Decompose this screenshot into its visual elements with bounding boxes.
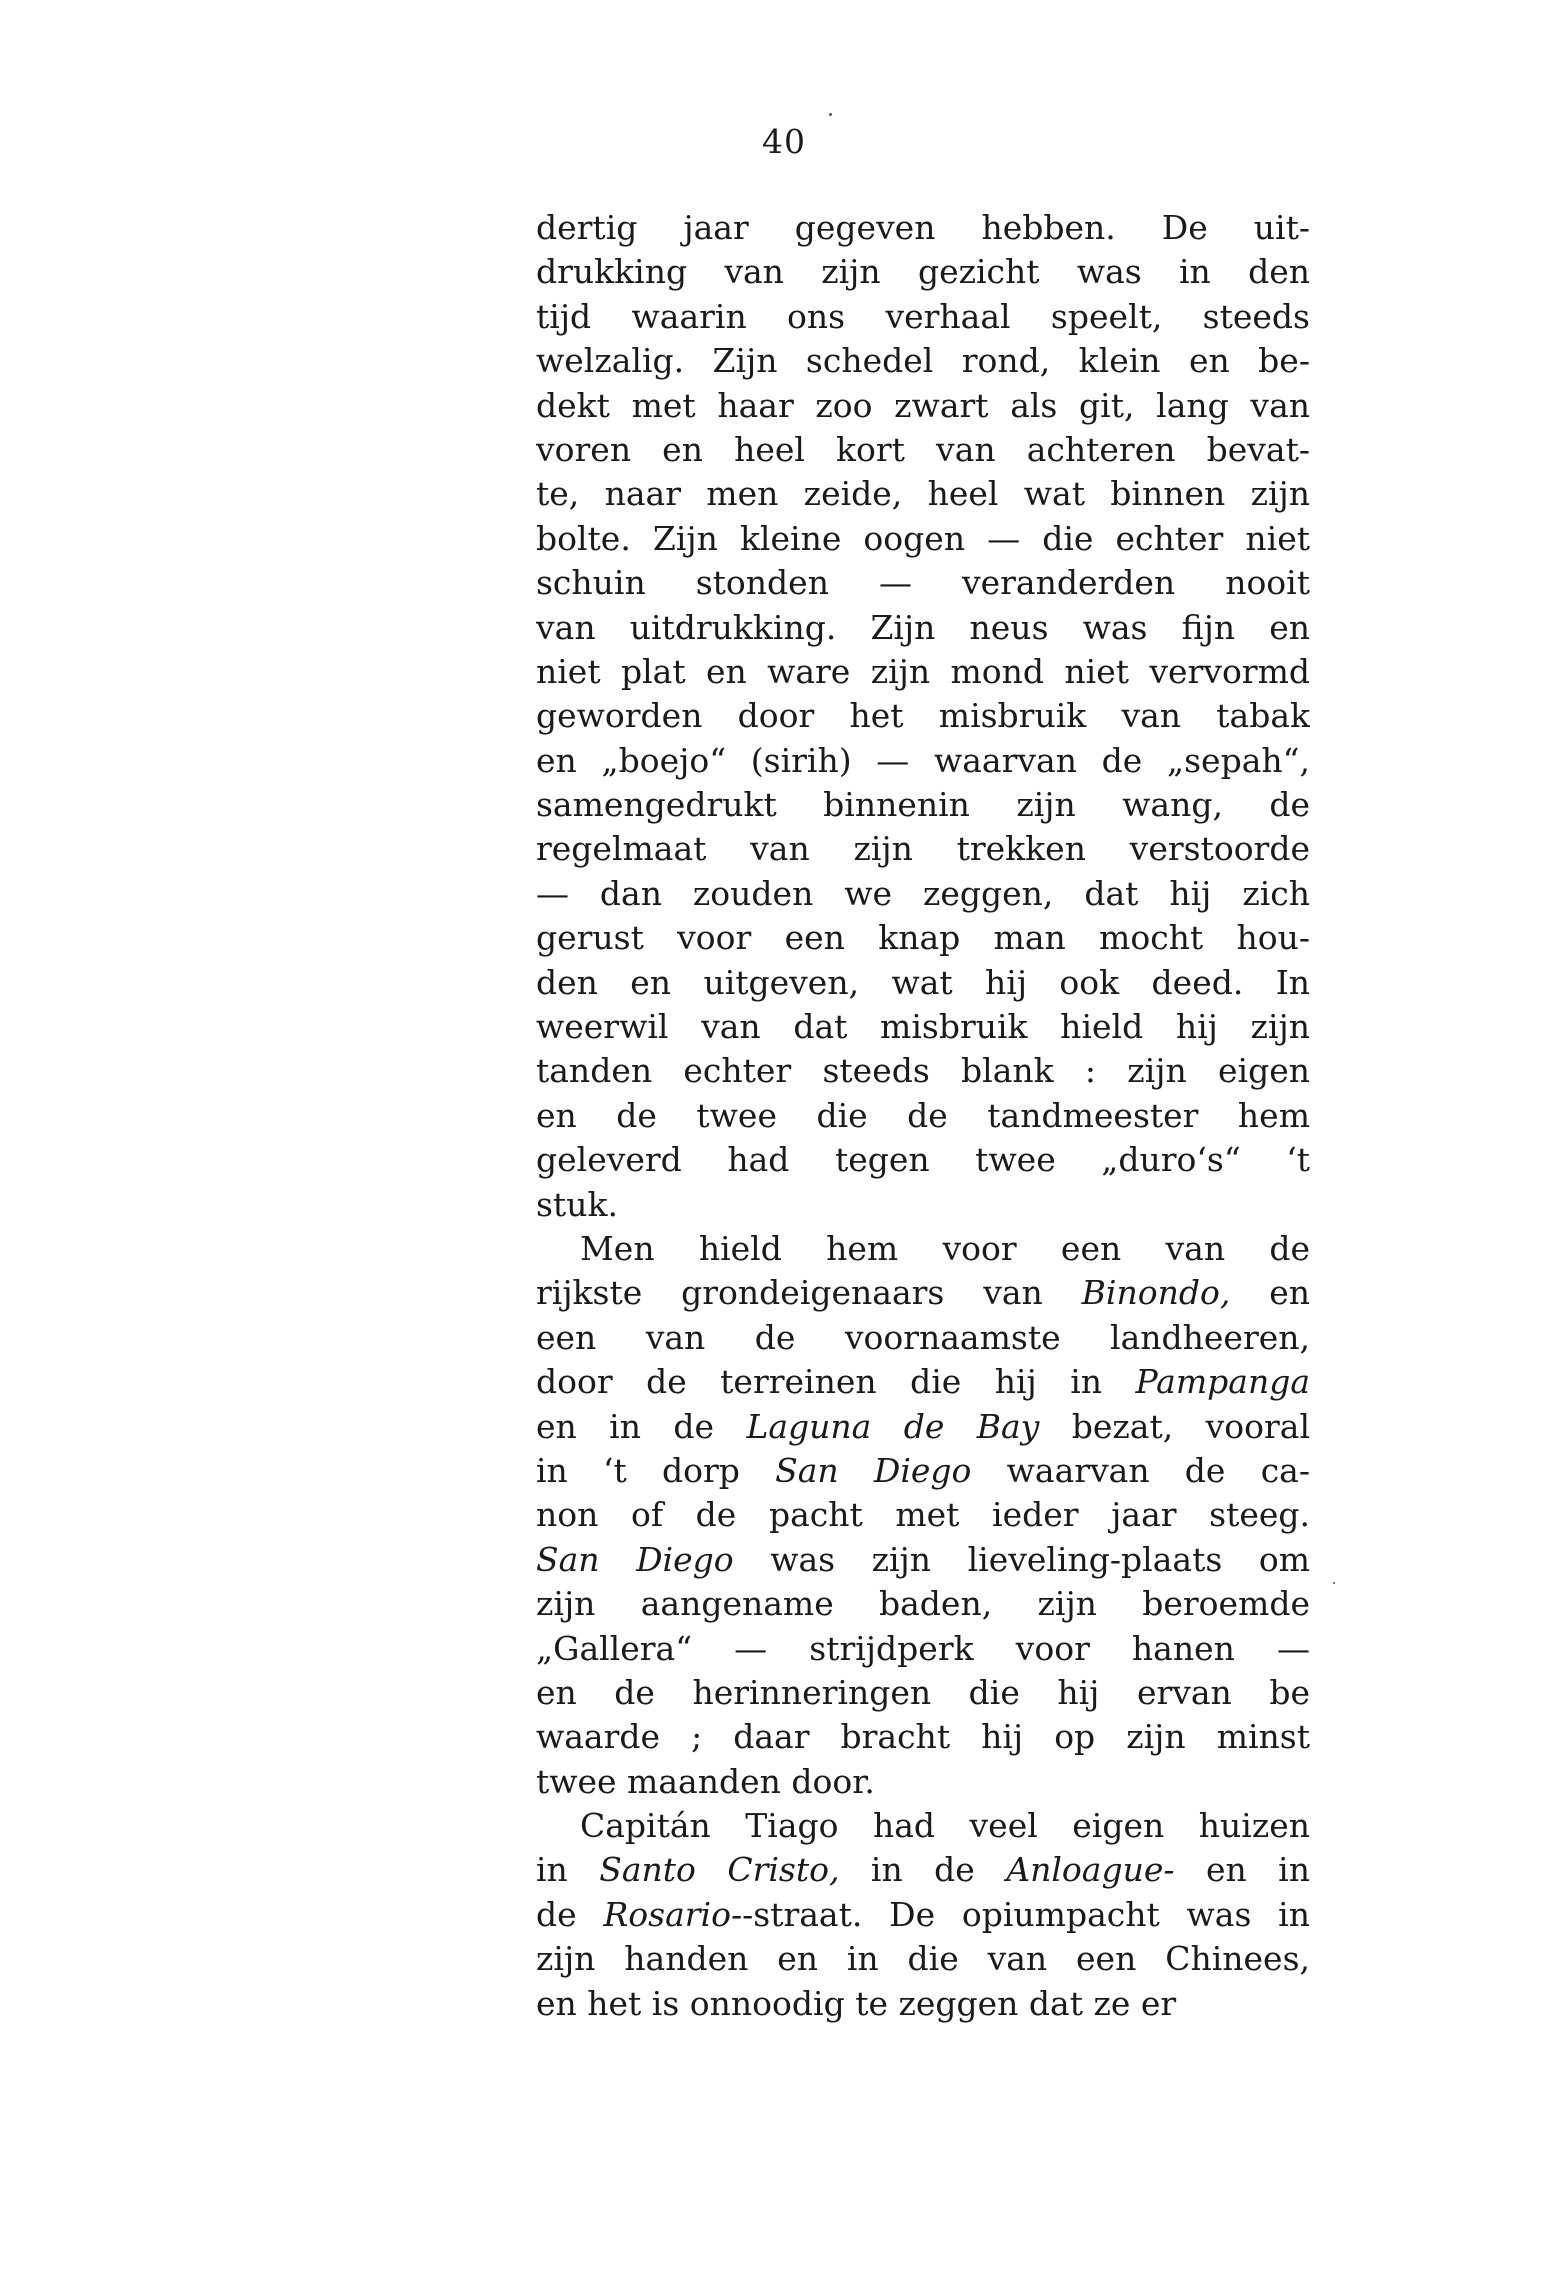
italic-text: Rosario- xyxy=(603,1894,743,1934)
italic-text: Binondo, xyxy=(1081,1273,1231,1313)
text-run: rijkste grondeigenaars van xyxy=(536,1273,1082,1313)
text-line xyxy=(536,783,1310,827)
text-line xyxy=(536,1493,1310,1537)
text-run: en de twee die de tandmeester hem xyxy=(536,1095,1310,1135)
text-line xyxy=(536,1049,1310,1093)
text-run: in xyxy=(536,1850,600,1890)
text-run: drukking van zijn gezicht was in den xyxy=(536,252,1310,292)
text-run: niet plat en ware zijn mond niet vervormd xyxy=(536,651,1310,691)
text-run: een van de voornaamste landheeren, xyxy=(536,1317,1310,1357)
text-run: regelmaat van zijn trekken verstoorde xyxy=(536,829,1310,869)
text-line xyxy=(536,1138,1310,1182)
text-run: den en uitgeven, wat hij ook deed. In xyxy=(536,962,1310,1002)
text-run: schuin stonden — veranderden nooit xyxy=(536,563,1310,603)
text-run: en „boejo“ (sirih) — waarvan de „sepah“, xyxy=(536,740,1310,780)
text-run: waarvan de ca- xyxy=(971,1450,1310,1490)
text-run: bezat, vooral xyxy=(1039,1406,1310,1446)
text-line xyxy=(536,694,1310,738)
text-line xyxy=(536,650,1310,694)
text-line xyxy=(536,916,1310,960)
text-line xyxy=(536,1316,1310,1360)
text-run: welzalig. Zijn schedel rond, klein en be- xyxy=(536,341,1310,381)
text-line xyxy=(536,1005,1310,1049)
text-line xyxy=(536,1538,1310,1582)
text-line xyxy=(536,206,1310,250)
text-run: geleverd had tegen twee „duro‘s“ ‘t xyxy=(536,1140,1310,1180)
text-line xyxy=(536,606,1310,650)
text-line xyxy=(536,1449,1310,1493)
italic-text: Santo Cristo, xyxy=(599,1850,840,1890)
print-speck xyxy=(829,113,832,116)
text-line xyxy=(536,561,1310,605)
text-line xyxy=(536,1804,1310,1848)
text-line xyxy=(536,517,1310,561)
text-run: en het is onnoodig te zeggen dat ze er xyxy=(536,1983,1177,2023)
text-run: en xyxy=(1230,1273,1310,1313)
text-run: weerwil van dat misbruik hield hij zijn xyxy=(536,1007,1310,1047)
text-line xyxy=(536,472,1310,516)
text-line xyxy=(536,295,1310,339)
text-line xyxy=(536,1627,1310,1671)
text-run: non of de pacht met ieder jaar steeg. xyxy=(536,1495,1310,1535)
text-run: zijn handen en in die van een Chinees, xyxy=(536,1939,1310,1979)
text-run: de xyxy=(536,1894,604,1934)
italic-text: San Diego xyxy=(775,1450,972,1490)
text-run: Men hield hem voor een van de xyxy=(580,1228,1310,1268)
text-line xyxy=(536,1760,1310,1804)
text-run: voren en heel kort van achteren bevat- xyxy=(536,429,1310,469)
text-line xyxy=(536,428,1310,472)
text-run: in de xyxy=(839,1850,1007,1890)
italic-text: San Diego xyxy=(536,1539,734,1579)
text-line xyxy=(536,1893,1310,1937)
text-run: stuk. xyxy=(536,1184,618,1224)
text-run: te, naar men zeide, heel wat binnen zijn xyxy=(536,474,1310,514)
text-run: dertig jaar gegeven hebben. De uit- xyxy=(536,208,1310,247)
text-run: en de herinneringen die hij ervan be xyxy=(536,1672,1310,1712)
text-line xyxy=(536,1360,1310,1404)
text-run: waarde ; daar bracht hij op zijn minst xyxy=(536,1717,1310,1757)
italic-text: Laguna de Bay xyxy=(746,1406,1040,1446)
text-run: bolte. Zijn kleine oogen — die echter niet xyxy=(536,518,1310,558)
text-line xyxy=(536,827,1310,871)
text-line xyxy=(536,339,1310,383)
text-run: was zijn lieveling-plaats om xyxy=(733,1539,1310,1579)
text-run: door de terreinen die hij in xyxy=(536,1362,1136,1402)
text-line xyxy=(536,1848,1310,1892)
italic-text: Pampanga xyxy=(1135,1362,1310,1402)
italic-text: Anloague- xyxy=(1006,1850,1175,1890)
text-line xyxy=(536,1271,1310,1315)
text-run: zijn aangename baden, zijn beroemde xyxy=(536,1584,1310,1624)
page-number: 40 xyxy=(762,122,806,161)
text-line xyxy=(536,1982,1310,2026)
text-run: dekt met haar zoo zwart als git, lang van xyxy=(536,385,1310,425)
print-speck xyxy=(1333,1582,1335,1584)
text-line xyxy=(536,1937,1310,1981)
text-run: geworden door het misbruik van tabak xyxy=(536,696,1310,736)
text-line xyxy=(536,1227,1310,1271)
text-run: twee maanden door. xyxy=(536,1761,875,1801)
text-run: in ‘t dorp xyxy=(536,1450,776,1490)
text-line xyxy=(536,1671,1310,1715)
text-line xyxy=(536,250,1310,294)
text-line xyxy=(536,872,1310,916)
text-run: en in de xyxy=(536,1406,747,1446)
text-line xyxy=(536,961,1310,1005)
text-line xyxy=(536,1405,1310,1449)
text-run: en in xyxy=(1174,1850,1310,1890)
text-line xyxy=(536,1715,1310,1759)
text-run: — dan zouden we zeggen, dat hij zich xyxy=(536,873,1310,913)
body-text xyxy=(536,206,1310,2026)
text-run: „Gallera“ — strijdperk voor hanen — xyxy=(536,1628,1310,1668)
text-run: -straat. De opiumpacht was in xyxy=(742,1894,1310,1934)
text-line xyxy=(536,739,1310,783)
text-run: Capitán Tiago had veel eigen huizen xyxy=(580,1806,1310,1846)
text-line xyxy=(536,1183,1310,1227)
text-line xyxy=(536,1582,1310,1626)
text-line xyxy=(536,384,1310,428)
text-run: samengedrukt binnenin zijn wang, de xyxy=(536,785,1310,825)
text-run: gerust voor een knap man mocht hou- xyxy=(536,918,1310,958)
text-line xyxy=(536,1094,1310,1138)
text-run: tijd waarin ons verhaal speelt, steeds xyxy=(536,296,1310,336)
text-run: van uitdrukking. Zijn neus was fijn en xyxy=(536,607,1310,647)
text-run: tanden echter steeds blank : zijn eigen xyxy=(536,1051,1310,1091)
